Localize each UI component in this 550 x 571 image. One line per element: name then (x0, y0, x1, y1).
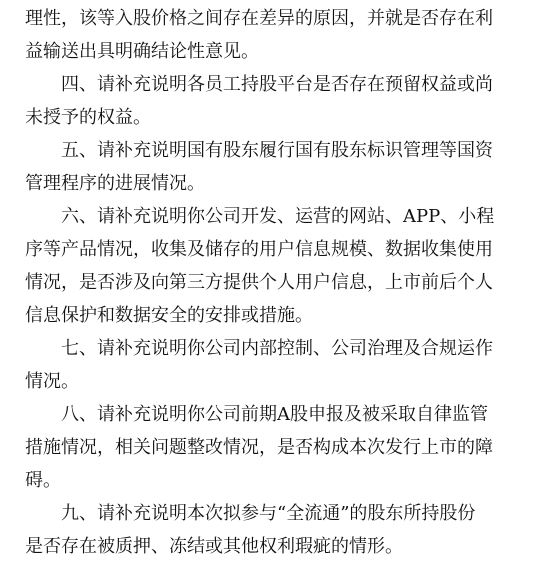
paragraph-line: 碍。 (25, 470, 61, 491)
paragraph-line: 五、请补充说明国有股东履行国有股东标识管理等国资 (61, 140, 493, 161)
paragraph-line: 七、请补充说明你公司内部控制、公司治理及合规运作 (61, 338, 493, 359)
paragraph-line: 措施情况，相关问题整改情况，是否构成本次发行上市的障 (25, 437, 493, 458)
paragraph-item-5 (25, 134, 527, 200)
paragraph-continuation (25, 2, 527, 68)
paragraph-item-9 (25, 497, 527, 563)
document-page (0, 2, 550, 571)
paragraph-line: 益输送出具明确结论性意见。 (25, 41, 259, 62)
paragraph-line: 管理程序的进展情况。 (25, 173, 205, 194)
paragraph-line: 八、请补充说明你公司前期A股申报及被采取自律监管 (61, 404, 488, 425)
paragraph-line: 六、请补充说明你公司开发、运营的网站、APP、小程 (61, 206, 495, 227)
paragraph-line: 信息保护和数据安全的安排或措施。 (25, 305, 313, 326)
paragraph-item-4 (25, 68, 527, 134)
paragraph-line: 情况，是否涉及向第三方提供个人用户信息，上市前后个人 (25, 272, 493, 293)
paragraph-line: 序等产品情况，收集及储存的用户信息规模、数据收集使用 (25, 239, 493, 260)
paragraph-line: 理性，该等入股价格之间存在差异的原因，并就是否存在利 (25, 8, 493, 29)
paragraph-line: 九、请补充说明本次拟参与“全流通”的股东所持股份 (61, 503, 476, 524)
paragraph-item-7 (25, 332, 527, 398)
paragraph-line: 未授予的权益。 (25, 107, 151, 128)
paragraph-item-8 (25, 398, 527, 497)
paragraph-line: 情况。 (25, 371, 79, 392)
paragraph-line: 是否存在被质押、冻结或其他权利瑕疵的情形。 (25, 536, 403, 557)
paragraph-line: 四、请补充说明各员工持股平台是否存在预留权益或尚 (61, 74, 493, 95)
paragraph-item-6 (25, 200, 527, 332)
